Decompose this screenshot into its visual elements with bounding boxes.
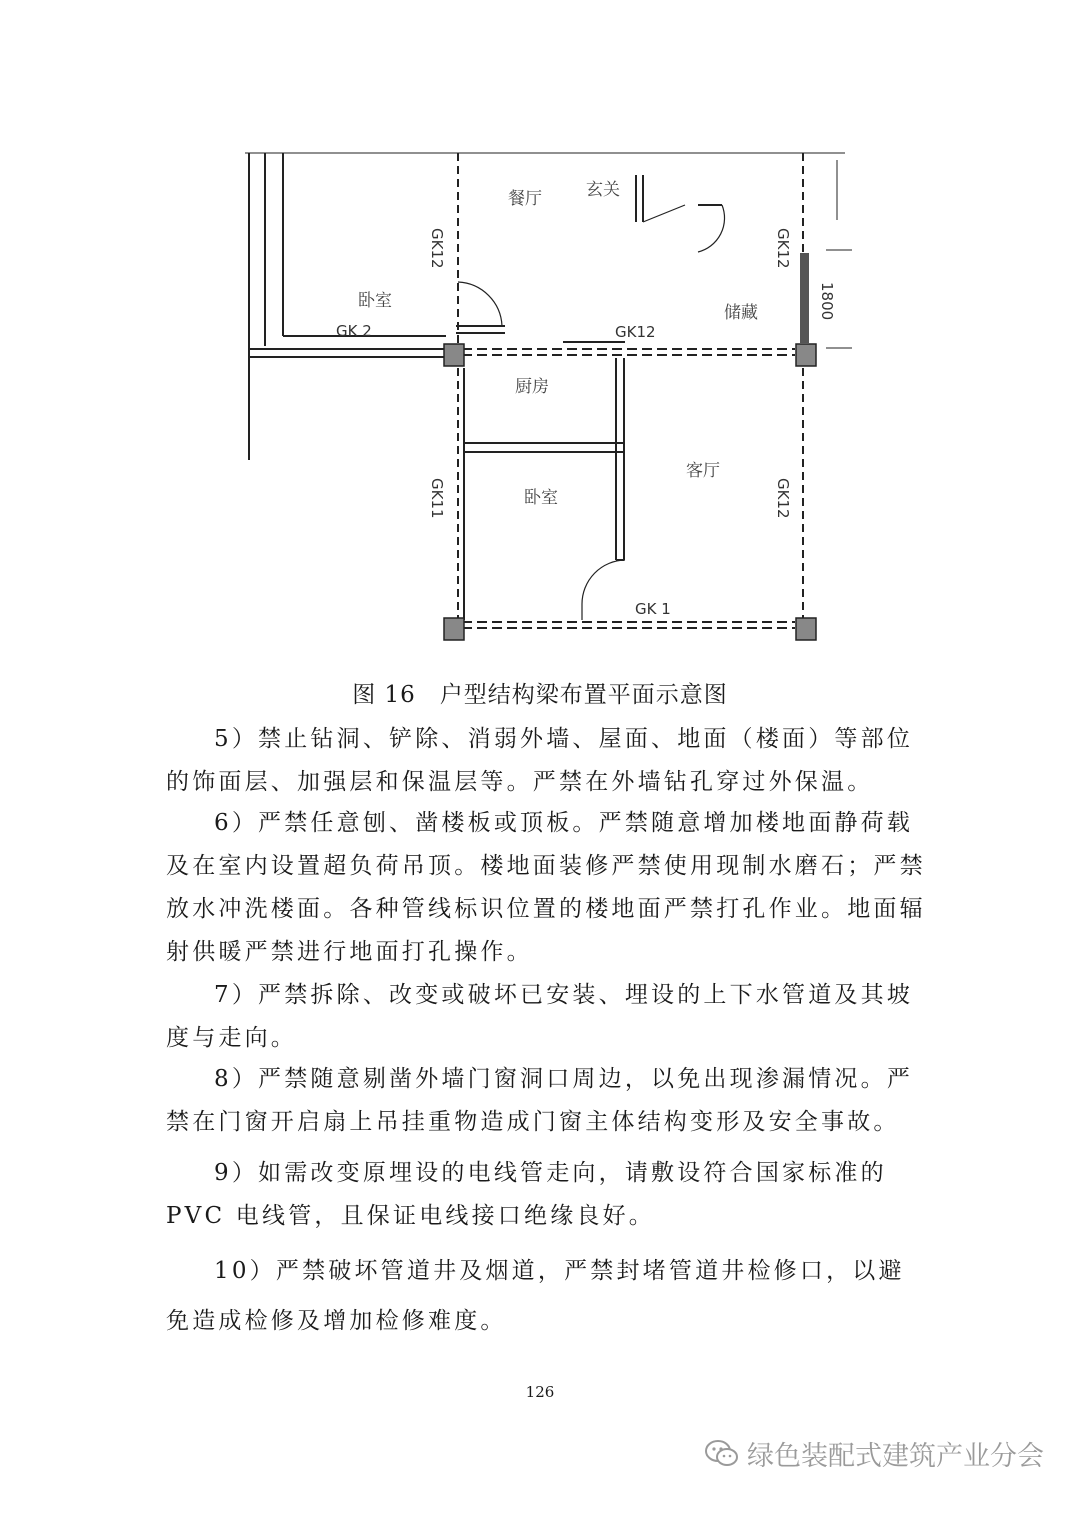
paragraph: 7）严禁拆除、改变或破坏已安装、埋设的上下水管道及其坡度与走向。 — [166, 982, 914, 1051]
beam-label: GK 1 — [635, 600, 671, 618]
paragraph: 10）严禁破坏管道井及烟道，严禁封堵管道井检修口，以避免造成检修及增加检修难度。 — [166, 1258, 905, 1334]
room-label: 客厅 — [686, 461, 720, 481]
watermark — [705, 1434, 1044, 1473]
beam-label: GK12 — [615, 323, 656, 341]
dimension-label: 1800 — [818, 282, 836, 321]
beam-label: GK11 — [428, 478, 446, 519]
page-number: 126 — [525, 1383, 555, 1401]
paragraph: 8）严禁随意剔凿外墙门窗洞口周边，以免出现渗漏情况。严禁在门窗开启扇上吊挂重物造成门窗主体结构变形及安全事故。 — [166, 1066, 914, 1135]
beam-label: GK12 — [774, 228, 792, 269]
room-label: 厨房 — [515, 377, 549, 397]
paragraph: 5）禁止钻洞、铲除、消弱外墙、屋面、地面（楼面）等部位的饰面层、加强层和保温层等。严禁在外墙钻孔穿过外保温。 — [166, 726, 914, 795]
room-label: 玄关 — [586, 180, 620, 200]
beam-label: GK12 — [774, 478, 792, 519]
room-label: 卧室 — [524, 488, 558, 508]
room-label: 卧室 — [358, 291, 392, 311]
room-label: 餐厅 — [508, 189, 542, 209]
paragraph: 9）如需改变原埋设的电线管走向，请敷设符合国家标准的 PVC 电线管，且保证电线接口绝缘良好。 — [166, 1160, 887, 1229]
floor-plan-figure — [0, 0, 1080, 660]
watermark-text: 绿色装配式建筑产业分会 — [747, 1441, 1044, 1472]
beam-label: GK12 — [428, 228, 446, 269]
figure-caption: 图 16 户型结构梁布置平面示意图 — [352, 682, 728, 708]
room-label: 储藏 — [724, 303, 758, 323]
paragraph: 6）严禁任意刨、凿楼板或顶板。严禁随意增加楼地面静荷载及在室内设置超负荷吊顶。楼地面装修严禁使用现制水磨石；严禁放水冲洗楼面。各种管线标识位置的楼地面严禁打孔作业。地面辐射供暖严禁进行地面打孔操作。 — [166, 810, 926, 965]
beam-label: GK 2 — [336, 322, 372, 340]
wechat-icon — [705, 1439, 739, 1469]
